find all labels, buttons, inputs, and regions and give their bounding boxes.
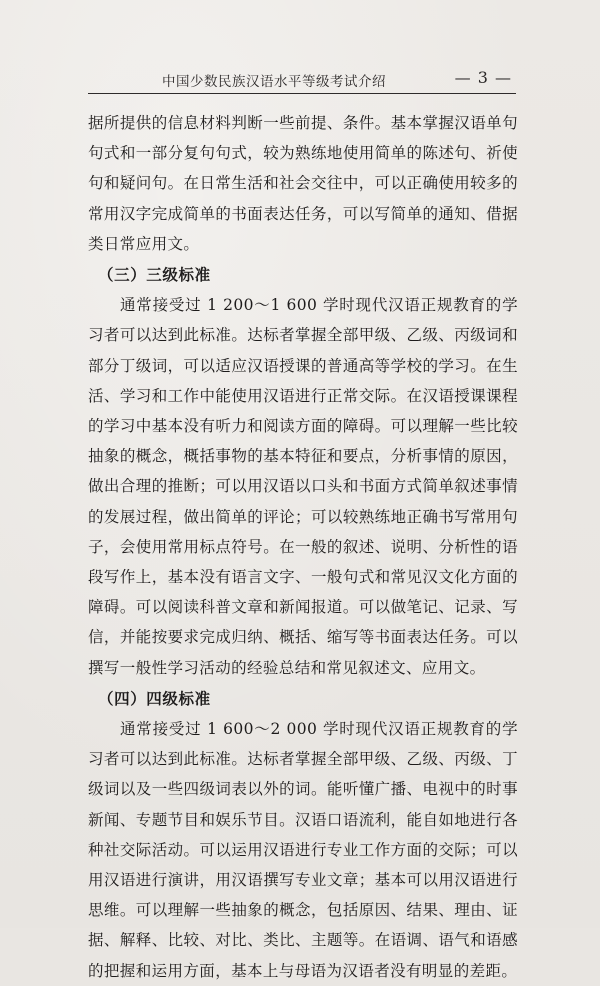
- page-number: — 3 —: [454, 68, 512, 87]
- page-body: [88, 108, 518, 986]
- section-heading-level-4: （四）四级标准: [98, 688, 211, 708]
- paragraph-level-4: 通常接受过 1 600～2 000 学时现代汉语正规教育的学习者可以达到此标准。达标者掌握全部甲级、乙级、丙级、丁级词以及一些四级词表以外的词。能听懂广播、电视中的时事新闻、专题节目和娱乐节目。汉语口语流利，能自如地进行各种社交际活动。可以运用汉语进行专业工作方面的交际；可以用汉语进行演讲，用汉语撰写专业文章；基本可以用汉语进行思维。可以理解一些抽象的概念，包括原因、结果、理由、证据、解释、比较、对比、类比、主题等。在语调、语气和语感的把握和运用方面，基本上与母语为汉语者没有明显的差距。: [88, 720, 518, 980]
- section-heading-level-3: （三）三级标准: [98, 265, 211, 285]
- paragraph-continuation: 据所提供的信息材料判断一些前提、条件。基本掌握汉语单句句式和一部分复句句式，较为熟练地使用简单的陈述句、祈使句和疑问句。在日常生活和社会交往中，可以正确使用较多的常用汉字完成简单的书面表达任务，可以写简单的通知、借据类日常应用文。: [88, 114, 518, 253]
- header-title: 中国少数民族汉语水平等级考试介绍: [162, 74, 386, 90]
- header-rule: [88, 93, 516, 94]
- paragraph-level-3: 通常接受过 1 200～1 600 学时现代汉语正规教育的学习者可以达到此标准。达标者掌握全部甲级、乙级、丙级词和部分丁级词，可以适应汉语授课的普通高等学校的学习。在生活、学习和工作中能使用汉语进行正常交际。在汉语授课课程的学习中基本没有听力和阅读方面的障碍。可以理解一些比较抽象的概念，概括事物的基本特征和要点，分析事情的原因，做出合理的推断；可以用汉语以口头和书面方式简单叙述事情的发展过程，做出简单的评论；可以较熟练地正确书写常用句子，会使用常用标点符号。在一般的叙述、说明、分析性的语段写作上，基本没有语言文字、一般句式和常见汉文化方面的障碍。可以阅读科普文章和新闻报道。可以做笔记、记录、写信，并能按要求完成归纳、概括、缩写等书面表达任务。可以撰写一般性学习活动的经验总结和常见叙述文、应用文。: [88, 296, 518, 677]
- running-header: [88, 62, 516, 94]
